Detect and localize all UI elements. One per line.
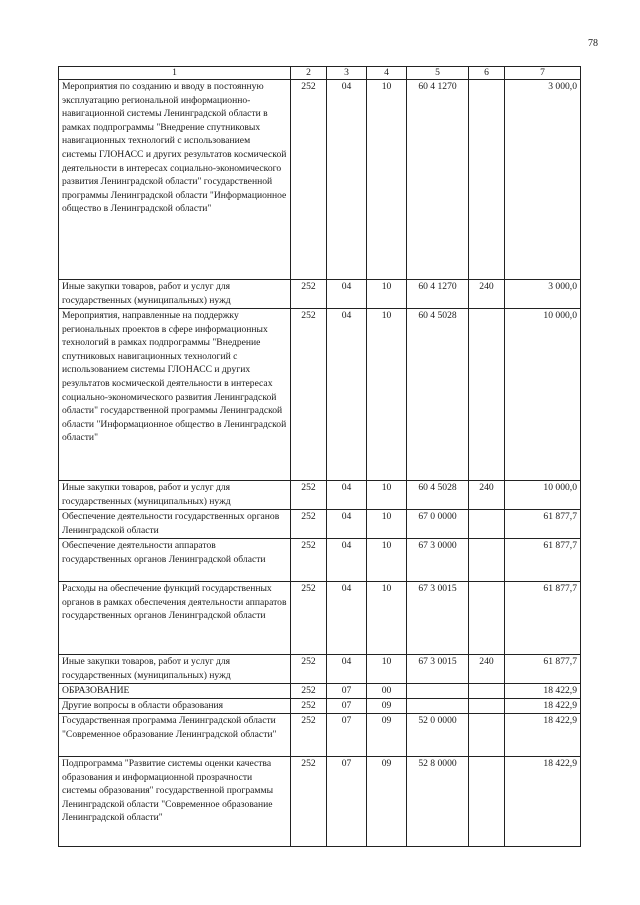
row-article: 52 8 0000	[407, 757, 469, 847]
table-row	[59, 80, 581, 280]
row-subsection: 10	[367, 80, 407, 280]
row-article	[407, 684, 469, 699]
row-article: 67 3 0000	[407, 539, 469, 582]
row-section: 07	[327, 714, 367, 757]
row-type	[469, 757, 505, 847]
row-name: Государственная программа Ленинградской области "Современное образование Ленинградской области"	[59, 714, 291, 757]
row-code: 252	[291, 699, 327, 714]
row-sum: 18 422,9	[505, 699, 581, 714]
row-subsection: 10	[367, 539, 407, 582]
row-sum: 10 000,0	[505, 309, 581, 481]
row-subsection: 10	[367, 280, 407, 309]
row-section: 04	[327, 539, 367, 582]
row-code: 252	[291, 582, 327, 655]
table-row	[59, 757, 581, 847]
row-article	[407, 699, 469, 714]
table-row	[59, 280, 581, 309]
row-code: 252	[291, 510, 327, 539]
row-article: 52 0 0000	[407, 714, 469, 757]
row-subsection: 10	[367, 655, 407, 684]
row-sum: 3 000,0	[505, 80, 581, 280]
row-code: 252	[291, 539, 327, 582]
page-number: 78	[588, 38, 598, 49]
row-section: 07	[327, 699, 367, 714]
row-type	[469, 582, 505, 655]
row-code: 252	[291, 714, 327, 757]
header-cell: 4	[367, 67, 407, 80]
table-row	[59, 481, 581, 510]
row-subsection: 09	[367, 699, 407, 714]
row-section: 04	[327, 510, 367, 539]
row-section: 04	[327, 280, 367, 309]
row-section: 07	[327, 684, 367, 699]
table-header-row	[59, 67, 581, 80]
row-sum: 18 422,9	[505, 684, 581, 699]
row-type	[469, 539, 505, 582]
row-subsection: 10	[367, 481, 407, 510]
row-sum: 61 877,7	[505, 655, 581, 684]
header-cell: 5	[407, 67, 469, 80]
row-type: 240	[469, 280, 505, 309]
row-sum: 10 000,0	[505, 481, 581, 510]
row-code: 252	[291, 280, 327, 309]
row-type	[469, 309, 505, 481]
table-row	[59, 510, 581, 539]
header-cell: 2	[291, 67, 327, 80]
row-subsection: 10	[367, 510, 407, 539]
row-section: 07	[327, 757, 367, 847]
row-name: Иные закупки товаров, работ и услуг для государственных (муниципальных) нужд	[59, 280, 291, 309]
table-row	[59, 714, 581, 757]
row-code: 252	[291, 684, 327, 699]
row-name: Подпрограмма "Развитие системы оценки качества образования и информационной прозрачности системы образования" государственной программы Ленинградской области "Современное образование Ленинградской области"	[59, 757, 291, 847]
row-type	[469, 714, 505, 757]
row-name: Иные закупки товаров, работ и услуг для государственных (муниципальных) нужд	[59, 481, 291, 510]
row-code: 252	[291, 80, 327, 280]
row-article: 60 4 5028	[407, 309, 469, 481]
row-section: 04	[327, 582, 367, 655]
row-sum: 61 877,7	[505, 582, 581, 655]
row-section: 04	[327, 309, 367, 481]
row-type: 240	[469, 481, 505, 510]
row-sum: 61 877,7	[505, 510, 581, 539]
table-row	[59, 699, 581, 714]
row-code: 252	[291, 309, 327, 481]
budget-table	[58, 66, 581, 847]
row-type	[469, 684, 505, 699]
row-section: 04	[327, 80, 367, 280]
row-sum: 18 422,9	[505, 714, 581, 757]
row-sum: 18 422,9	[505, 757, 581, 847]
row-article: 67 3 0015	[407, 582, 469, 655]
table-row	[59, 582, 581, 655]
row-name: Обеспечение деятельности аппаратов государственных органов Ленинградской области	[59, 539, 291, 582]
row-name: Расходы на обеспечение функций государственных органов в рамках обеспечения деятельности аппаратов государственных органов Ленинградской области	[59, 582, 291, 655]
row-article: 60 4 5028	[407, 481, 469, 510]
row-name: Мероприятия, направленные на поддержку региональных проектов в сфере информационных технологий в рамках подпрограммы "Внедрение спутниковых навигационных технологий с использованием системы ГЛОНАСС и других результатов космической деятельности в интересах социально-экономического развития Ленинградской области" государственной программы Ленинградской области "Информационное общество в Ленинградской области"	[59, 309, 291, 481]
row-sum: 61 877,7	[505, 539, 581, 582]
row-type	[469, 699, 505, 714]
table-row	[59, 539, 581, 582]
row-section: 04	[327, 655, 367, 684]
row-article: 60 4 1270	[407, 280, 469, 309]
row-article: 60 4 1270	[407, 80, 469, 280]
header-cell: 1	[59, 67, 291, 80]
row-section: 04	[327, 481, 367, 510]
row-subsection: 00	[367, 684, 407, 699]
row-name: Иные закупки товаров, работ и услуг для государственных (муниципальных) нужд	[59, 655, 291, 684]
row-article: 67 3 0015	[407, 655, 469, 684]
row-subsection: 09	[367, 714, 407, 757]
row-subsection: 10	[367, 582, 407, 655]
header-cell: 3	[327, 67, 367, 80]
row-subsection: 10	[367, 309, 407, 481]
table-row	[59, 684, 581, 699]
table-row	[59, 655, 581, 684]
row-name: Мероприятия по созданию и вводу в постоянную эксплуатацию региональной информационно-навигационной системы Ленинградской области в рамках подпрограммы "Внедрение спутниковых навигационных технологий с использованием системы ГЛОНАСС и других результатов космической деятельности в интересах социально-экономического развития Ленинградской области" государственной программы Ленинградской области "Информационное общество в Ленинградской области"	[59, 80, 291, 280]
row-sum: 3 000,0	[505, 280, 581, 309]
table-row	[59, 309, 581, 481]
row-type: 240	[469, 655, 505, 684]
row-subsection: 09	[367, 757, 407, 847]
row-code: 252	[291, 655, 327, 684]
row-code: 252	[291, 481, 327, 510]
row-name: Другие вопросы в области образования	[59, 699, 291, 714]
header-cell: 7	[505, 67, 581, 80]
header-cell: 6	[469, 67, 505, 80]
row-name: Обеспечение деятельности государственных органов Ленинградской области	[59, 510, 291, 539]
row-code: 252	[291, 757, 327, 847]
row-type	[469, 510, 505, 539]
row-type	[469, 80, 505, 280]
row-article: 67 0 0000	[407, 510, 469, 539]
row-name: ОБРАЗОВАНИЕ	[59, 684, 291, 699]
